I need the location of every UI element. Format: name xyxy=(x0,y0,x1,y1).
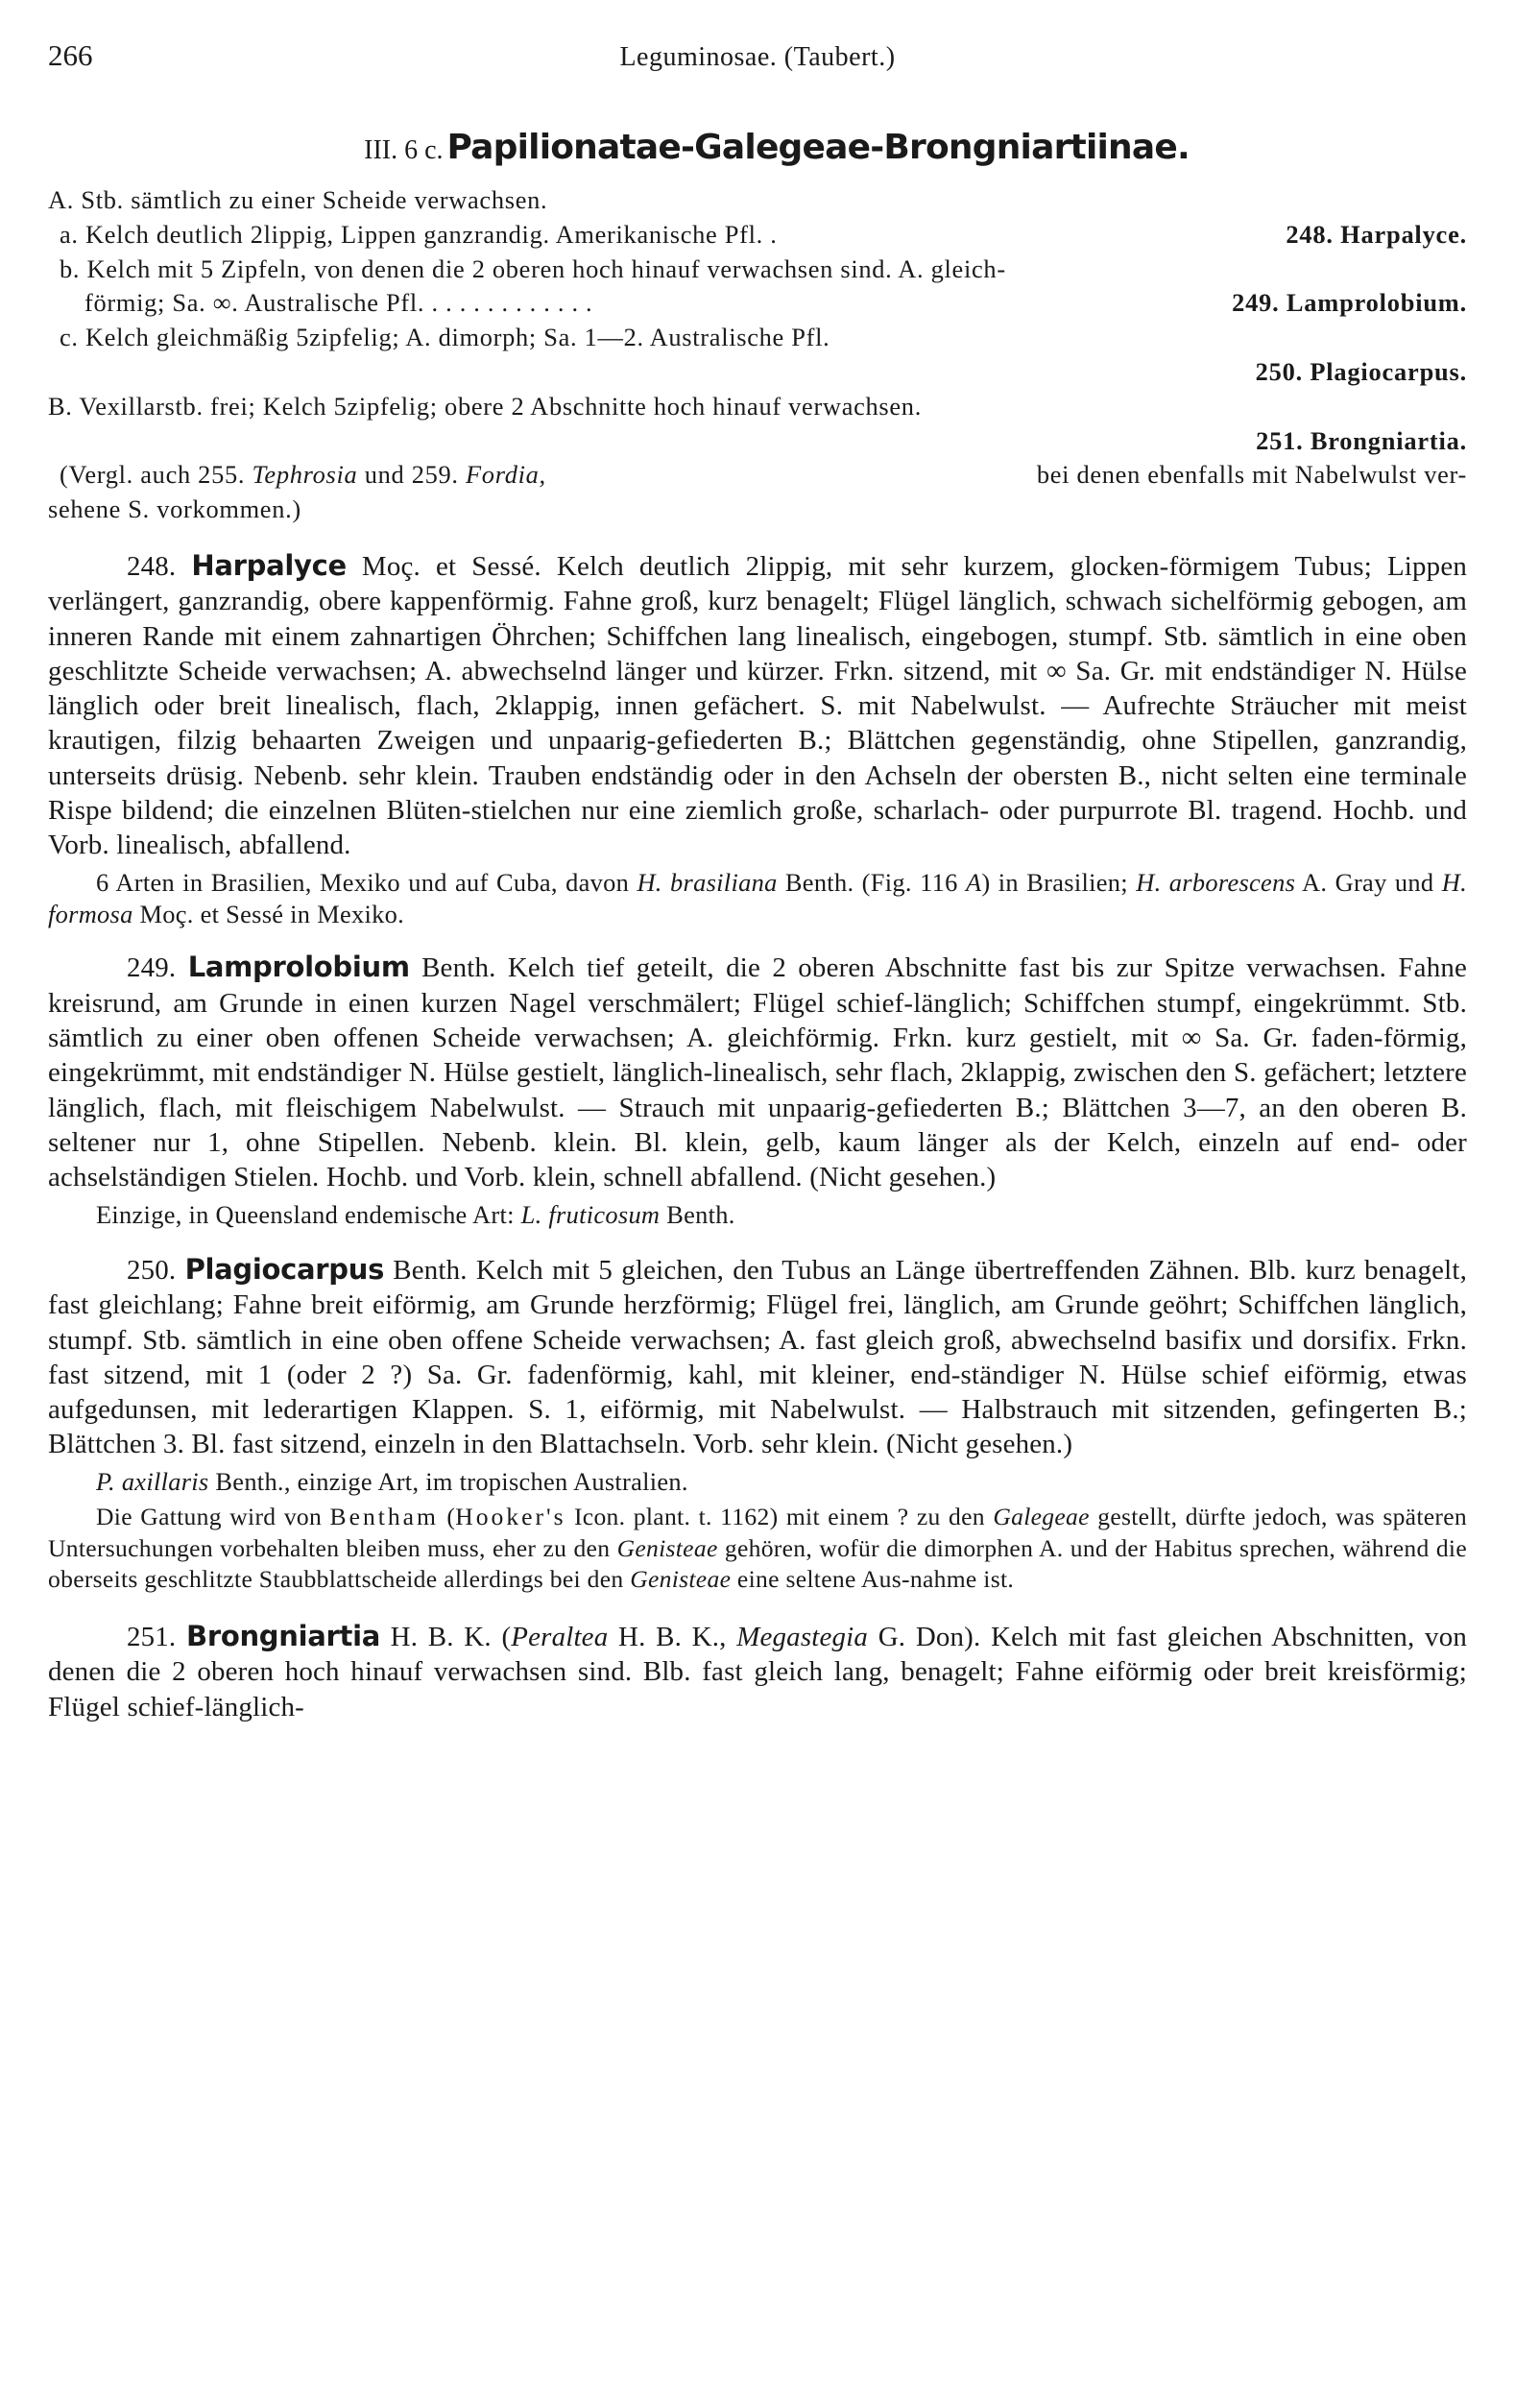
genus-name: Lamprolobium xyxy=(187,951,410,984)
genus-name: Plagiocarpus xyxy=(184,1252,385,1286)
genus-description: 249. Lamprolobium Benth. Kelch tief geteilt, die 2 oberen Abschnitte fast bis zur Spitze verwachsen. Fahne kreisrund, am Grunde in einen kurzen Nagel verschmälert; Flügel schief-länglich; Schiffchen stumpf, eingekrümmt. Stb. sämtlich zu einer oben offenen Scheide verwachsen; A. gleichförmig. Frkn. kurz gestielt, mit ∞ Sa. Gr. faden-förmig, eingekrümmt, mit endständiger N. Hülse gestielt, länglich-linealisch, sehr flach, 2klappig, zwischen den S. gefächert; letztere länglich, flach, mit fleischigem Nabelwulst. — Strauch mit unpaarig-gefiederten B.; Blättchen 3—7, an den oberen B. seltener nur 1, ohne Stipellen. Nebenb. klein. Bl. klein, gelb, kaum länger als der Kelch, einzeln auf end- oder achselständigen Stielen. Hochb. und Vorb. klein, schnell abfallend. (Nicht gesehen.) xyxy=(48,951,1468,1193)
species-note: 6 Arten in Brasilien, Mexiko und auf Cuba, davon H. brasiliana Benth. (Fig. 116 A) in Brasilien; H. arborescens A. Gray und H. formosa Moç. et Sessé in Mexiko. xyxy=(48,867,1467,929)
section-number: III. 6 c. xyxy=(364,135,444,165)
key-line-b2 xyxy=(48,286,1467,321)
section-name: Papilionatae-Galegeae-Brongniartiinae. xyxy=(446,128,1190,167)
genus-name: Brongniartia xyxy=(186,1619,380,1652)
genus-description: 251. Brongniartia H. B. K. (Peraltea H. B. K., Megastegia G. Don). Kelch mit fast gleichen Abschnitten, von denen die 2 oberen hoch hinauf verwachsen sind. Blb. fast gleich lang, benagelt; Fahne eiförmig oder breit kreisförmig; Flügel schief-länglich- xyxy=(48,1619,1467,1722)
genus-description: 248. Harpalyce Moç. et Sessé. Kelch deutlich 2lippig, mit sehr kurzem, glocken-förmigem Tubus; Lippen verlängert, ganzrandig, obere kappenförmig. Fahne groß, kurz benagelt; Flügel länglich, schwach sichelförmig gebogen, am inneren Rande mit einem zahnartigen Öhrchen; Schiffchen lang linealisch, eingebogen, stumpf. Stb. sämtlich in eine oben geschlitzte Scheide verwachsen; A. abwechselnd länger und kürzer. Frkn. sitzend, mit ∞ Sa. Gr. mit endständiger N. Hülse länglich oder breit linealisch, flach, 2klappig, innen gefächert. S. mit Nabelwulst. — Aufrechte Sträucher mit meist krautigen, filzig behaarten Zweigen und unpaarig-gefiederten B.; Blättchen gegenständig, ohne Stipellen, ganzrandig, unterseits drüsig. Nebenb. sehr klein. Trauben endständig oder in den Achseln der obersten B., nicht selten eine terminale Rispe bildend; die einzelnen Blüten-stielchen nur eine ziemlich große, scharlach- oder purpurrote Bl. tragend. Hochb. und Vorb. linealisch, abfallend. xyxy=(48,548,1467,861)
page-header xyxy=(48,38,1467,77)
genus-ref-fordia: Fordia, xyxy=(465,460,546,490)
genus-lamprolobium xyxy=(48,950,1467,1230)
key-b-text: förmig; Sa. ∞. Australische Pfl. . . . . . . . . . . . . xyxy=(84,288,593,318)
key-line-a xyxy=(48,218,1467,253)
section-title xyxy=(86,127,1467,176)
species-note: P. axillaris Benth., einzige Art, im tropischen Australien. xyxy=(96,1466,688,1496)
taxonomic-note: Die Gattung wird von Bentham (Hooker's Icon. plant. t. 1162) mit einem ? zu den Galegeae gestellt, dürfte jedoch, was späteren Untersuchungen vorbehalten bleiben muss, eher zu den Genisteae gehören, wofür die dimorphen A. und der Habitus sprechen, während die oberseits geschlitzte Staubblattscheide allerdings bei den Genisteae eine seltene Aus-nahme ist. xyxy=(48,1503,1467,1594)
key-line-b1: b. Kelch mit 5 Zipfeln, von denen die 2 oberen hoch hinauf verwachsen sind. A. gleich- xyxy=(60,253,1006,283)
key-c-genus: 250. Plagiocarpus. xyxy=(1255,356,1467,386)
genus-brongniartia xyxy=(48,1619,1467,1724)
genus-description: 250. Plagiocarpus Benth. Kelch mit 5 gleichen, den Tubus an Länge übertreffenden Zähnen. Blb. kurz benagelt, fast gleichlang; Fahne breit eiförmig, am Grunde herzförmig; Flügel frei, länglich, am Grunde geöhrt; Schiffchen länglich, stumpf. Stb. sämtlich in eine oben offene Scheide verwachsen; A. fast gleich groß, abwechselnd basifix und dorsifix. Frkn. fast sitzend, mit 1 (oder 2 ?) Sa. Gr. fadenförmig, kahl, mit kleiner, end-ständiger N. Hülse schief eiförmig, etwas aufgedunsen, mit lederartigen Klappen. S. 1, eiförmig, mit Nabelwulst. — Halbstrauch mit sitzenden, gefingerten B.; Blättchen 3. Bl. fast sitzend, einzeln in den Blattachseln. Vorb. sehr klein. (Nicht gesehen.) xyxy=(48,1252,1467,1460)
genus-name: Harpalyce xyxy=(191,548,347,582)
genus-ref-tephrosia: Tephrosia xyxy=(252,460,358,490)
running-head: Leguminosae. (Taubert.) xyxy=(619,42,896,72)
page xyxy=(48,38,1467,1724)
genus-key xyxy=(48,183,1467,527)
genus-plagiocarpus xyxy=(48,1252,1467,1596)
key-a-genus: 248. Harpalyce. xyxy=(1286,219,1467,249)
key-line-c1: c. Kelch gleichmäßig 5zipfelig; A. dimorph; Sa. 1—2. Australische Pfl. xyxy=(60,323,830,352)
genus-harpalyce xyxy=(48,548,1467,930)
key-B-genus: 251. Brongniartia. xyxy=(1256,425,1467,455)
species-note: Einzige, in Queensland endemische Art: L. fruticosum Benth. xyxy=(96,1199,735,1229)
key-a-text: a. Kelch deutlich 2lippig, Lippen ganzrandig. Amerikanische Pfl. . xyxy=(60,219,778,249)
key-b-genus: 249. Lamprolobium. xyxy=(1232,288,1467,318)
key-line-A: A. Stb. sämtlich zu einer Scheide verwachsen. xyxy=(48,185,548,214)
page-number: 266 xyxy=(48,38,93,72)
key-note-line2: sehene S. vorkommen.) xyxy=(48,494,301,524)
key-line-B1: B. Vexillarstb. frei; Kelch 5zipfelig; obere 2 Abschnitte hoch hinauf verwachsen. xyxy=(48,391,922,421)
key-note-line1: (Vergl. auch 255. Tephrosia und 259. Fordia, bei denen ebenfalls mit Nabelwulst ver- xyxy=(60,460,1467,490)
